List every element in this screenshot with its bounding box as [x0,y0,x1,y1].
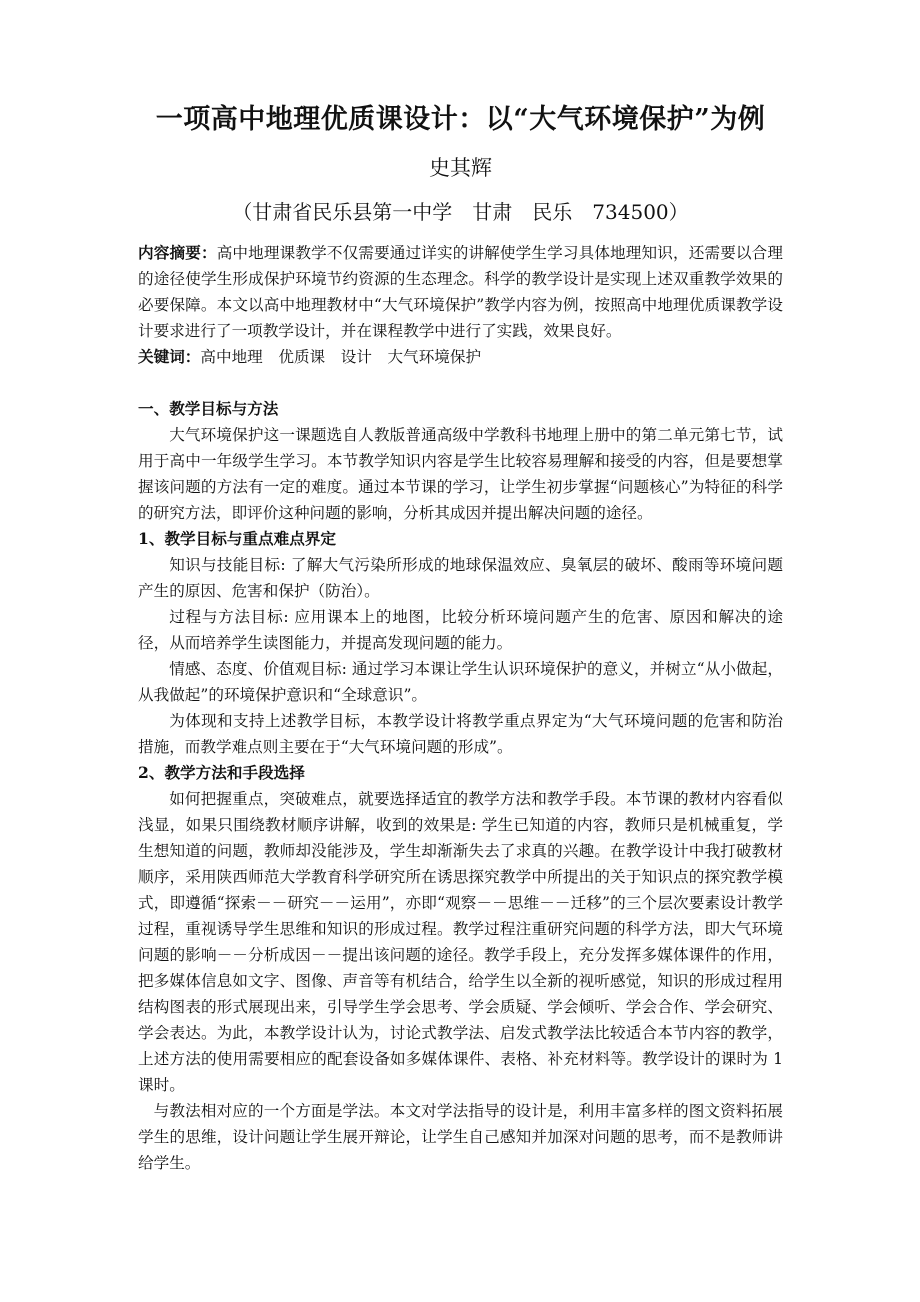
paragraph: 大气环境保护这一课题选自人教版普通高级中学教科书地理上册中的第二单元第七节，试用于高中一年级学生学习。本节教学知识内容是学生比较容易理解和接受的内容，但是要想掌握该问题的方法有一定的难度。通过本节课的学习，让学生初步掌握“问题核心”为特征的科学的研究方法，即评价这种问题的影响，分析其成因并提出解决问题的途径。 [138,426,783,522]
section-heading: 一、教学目标与方法 [138,399,279,418]
subsection-heading: 2、教学方法和手段选择 [138,763,305,782]
abstract [138,240,783,344]
paper-title: 一项高中地理优质课设计：以“大气环境保护”为例 [155,104,766,135]
subsection-heading: 1、教学目标与重点难点界定 [138,529,336,548]
abstract-text: 高中地理课教学不仅需要通过详实的讲解使学生学习具体地理知识，还需要以合理的途径使学生形成保护环境节约资源的生态理念。科学的教学设计是实现上述双重教学效果的必要保障。本文以高中地理教材中“大气环境保护”教学内容为例，按照高中地理优质课教学设计要求进行了一项教学设计，并在课程教学中进行了实践，效果良好。 [138,244,783,340]
keywords-label: 关键词： [138,347,201,366]
spacer [138,370,783,396]
author-affiliation: （甘肃省民乐县第一中学 甘肃 民乐 734500） [232,200,689,224]
paragraph: 如何把握重点，突破难点，就要选择适宜的教学方法和教学手段。本节课的教材内容看似浅显，如果只围绕教材顺序讲解，收到的效果是: 学生已知道的内容，教师只是机械重复，学生想知道的问题，教师却没能涉及，学生却渐渐失去了求真的兴趣。在教学设计中我打破教材顺序，采用陕西师范大学教育科学研究所在诱思探究教学中所提出的关于知识点的探究教学模式，即遵循“探索－－研究－－运用”，亦即“观察－－思维－－迁移”的三个层次要素设计教学过程，重视诱导学生思维和知识的形成过程。教学过程注重研究问题的科学方法，即大气环境问题的影响－－分析成因－－提出该问题的途径。教学手段上，充分发挥多媒体课件的作用，把多媒体信息如文字、图像、声音等有机结合，给学生以全新的视听感觉，知识的形成过程用结构图表的形式展现出来，引导学生学会思考、学会质疑、学会倾听、学会合作、学会研究、学会表达。为此，本教学设计认为，讨论式教学法、启发式教学法比较适合本节内容的教学，上述方法的使用需要相应的配套设备如多媒体课件、表格、补充材料等。教学设计的课时为 1 课时。 [138,790,783,1094]
keywords-text: 高中地理 优质课 设计 大气环境保护 [200,348,482,366]
paragraph: 情感、态度、价值观目标: 通过学习本课让学生认识环境保护的意义，并树立“从小做起，从我做起”的环境保护意识和“全球意识”。 [138,660,783,704]
keywords [138,344,783,370]
author-name: 史其辉 [429,156,492,180]
paragraph: 知识与技能目标: 了解大气污染所形成的地球保温效应、臭氧层的破坏、酸雨等环境问题产生的原因、危害和保护（防治）。 [138,556,783,600]
paragraph: 过程与方法目标: 应用课本上的地图，比较分析环境问题产生的危害、原因和解决的途径，从而培养学生读图能力，并提高发现问题的能力。 [138,608,783,652]
paragraph: 为体现和支持上述教学目标，本教学设计将教学重点界定为“大气环境问题的危害和防治措施，而教学难点则主要在于“大气环境问题的形成”。 [138,712,783,756]
paragraph: 与教法相对应的一个方面是学法。本文对学法指导的设计是，利用丰富多样的图文资料拓展学生的思维，设计问题让学生展开辩论，让学生自己感知并加深对问题的思考，而不是教师讲给学生。 [138,1102,783,1172]
abstract-label: 内容摘要： [138,243,217,262]
document-page [138,98,783,1176]
